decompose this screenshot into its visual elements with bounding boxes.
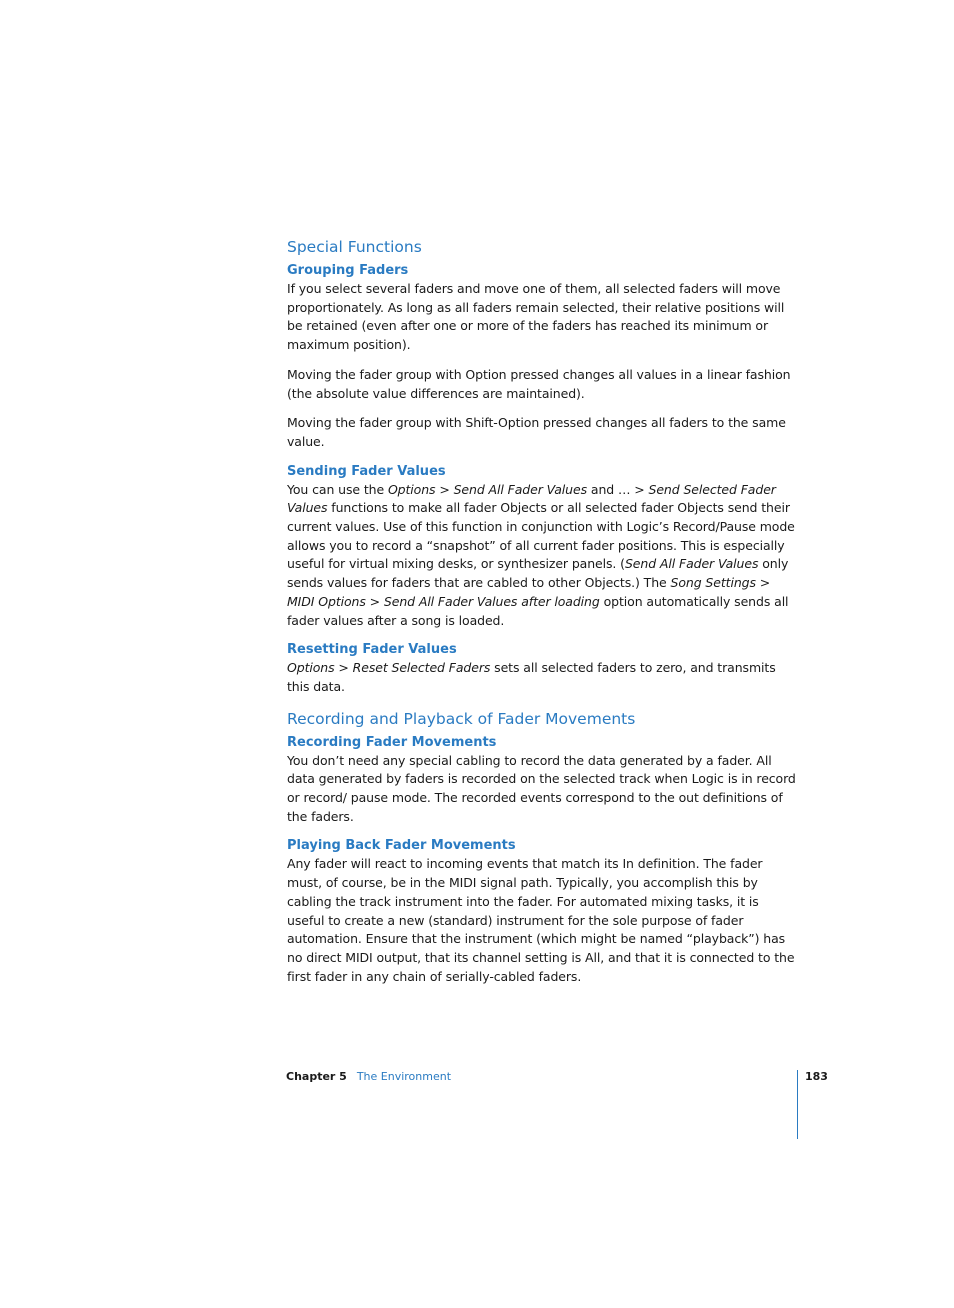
- menu-path: Send Selected Fader Values: [287, 481, 776, 516]
- paragraph-sending: [287, 481, 799, 631]
- paragraph-grouping-3: Moving the fader group with Shift-Option pressed changes all faders to the same value.: [287, 415, 786, 449]
- text-run: only sends values for faders that are cabled to other Objects.) The: [287, 556, 789, 591]
- subheading-recording-fader-movements: Recording Fader Movements: [287, 734, 497, 750]
- text-run: functions to make all fader Objects or all selected fader Objects send their current values. Use of this function in conjunction with Logic’s Record/Pause mode allows you to record a “snapshot” of all current fader positions. This is especially useful for virtual mixing desks, or synthesizer panels. (: [287, 500, 795, 572]
- menu-path: Options > Reset Selected Faders: [287, 660, 491, 676]
- paragraph-grouping-2: Moving the fader group with Option pressed changes all values in a linear fashion (the absolute value differences are maintained).: [287, 366, 791, 401]
- paragraph-grouping-1: If you select several faders and move one of them, all selected faders will move proportionately. As long as all faders remain selected, their relative positions will be retained (even after one or more of the faders has reached its minimum or maximum position).: [287, 281, 785, 353]
- footer-divider: [797, 1070, 798, 1139]
- section-heading-special-functions: Special Functions: [287, 238, 422, 256]
- subheading-sending-fader-values: Sending Fader Values: [287, 463, 446, 479]
- subheading-playing-back-fader-movements: Playing Back Fader Movements: [287, 838, 516, 854]
- subheading-grouping-faders: Grouping Faders: [287, 263, 409, 278]
- footer-chapter-label: Chapter 5: [286, 1070, 347, 1083]
- subheading-resetting-fader-values: Resetting Fader Values: [287, 642, 457, 658]
- paragraph-resetting: [287, 659, 799, 696]
- section-heading-recording-playback: Recording and Playback of Fader Movements: [287, 709, 636, 728]
- menu-path: Song Settings > MIDI Options > Send All Fader Values after loading: [287, 575, 771, 609]
- page-number: 183: [805, 1070, 828, 1083]
- paragraph-recording: You don’t need any special cabling to record the data generated by a fader. All data generated by faders is recorded on the selected track when Logic is in record or record/ pause mode. The recorded events correspond to the out definitions of the faders.: [287, 752, 796, 824]
- footer-chapter: [286, 1070, 451, 1083]
- menu-path: Send All Fader Values: [624, 556, 759, 572]
- paragraph-playing-back: Any fader will react to incoming events that match its In definition. The fader must, of course, be in the MIDI signal path. Typically, you accomplish this by cabling the track instrument into the fader. For automated mixing tasks, it is useful to create a new (standard) instrument for the sole purpose of fader automation. Ensure that the instrument (which might be named “playback”) has no direct MIDI output, that its channel setting is All, and that it is connected to the first fader in any chain of serially-cabled faders.: [287, 856, 795, 984]
- page-content: [287, 236, 799, 997]
- text-run: sets all selected faders to zero, and transmits this data.: [287, 660, 776, 694]
- footer-chapter-title[interactable]: The Environment: [356, 1070, 452, 1083]
- menu-path: Options > Send All Fader Values: [387, 481, 588, 497]
- text-run: and … >: [587, 481, 649, 497]
- text-run: You can use the: [287, 481, 388, 497]
- text-run: option automatically sends all fader values after a song is loaded.: [287, 593, 789, 628]
